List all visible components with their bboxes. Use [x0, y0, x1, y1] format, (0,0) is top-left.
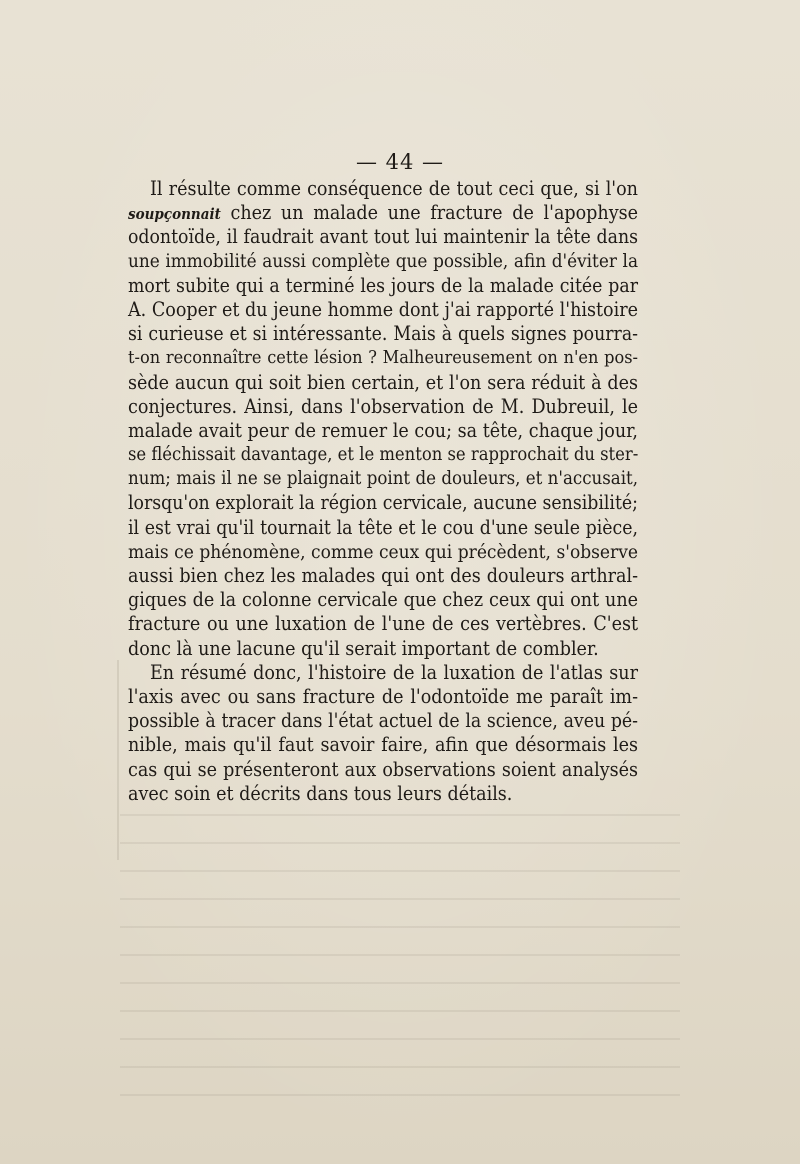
margin-shadow [117, 660, 119, 860]
text-line: cas qui se présenteront aux observations soient analysés [128, 757, 638, 781]
text-line: se fléchissait davantage, et le menton se rapprochait du ster- [128, 444, 639, 466]
text-line: sède aucun qui soit bien certain, et l'on sera réduit à des [128, 370, 638, 394]
text-line: donc là une lacune qu'il serait important de combler. [128, 636, 599, 660]
text-line [128, 201, 638, 225]
text-line: nible, mais qu'il faut savoir faire, afin que désormais les [128, 733, 638, 757]
text-line: aussi bien chez les malades qui ont des douleurs arthral- [128, 564, 638, 587]
text-line: une immobilité aussi complète que possible, afin d'éviter la [128, 250, 638, 272]
text-line: avec soin et décrits dans tous leurs détails. [128, 781, 513, 805]
text-line: lorsqu'on explorait la région cervicale, aucune sensibilité; [128, 491, 638, 515]
text-line-rest: chez un malade une fracture de l'apophyse [220, 201, 638, 225]
text-line: mais ce phénomène, comme ceux qui précèdent, s'observe [128, 540, 638, 563]
text-line: si curieuse et si intéressante. Mais à quels signes pourra- [128, 322, 638, 346]
text-line: En résumé donc, l'histoire de la luxation de l'atlas sur [150, 660, 638, 684]
text-line: mort subite qui a terminé les jours de la malade citée par [128, 273, 638, 297]
text-line: giques de la colonne cervicale que chez ceux qui ont une [128, 588, 638, 612]
text-line: A. Cooper et du jeune homme dont j'ai rapporté l'histoire [128, 297, 638, 321]
text-line: t-on reconnaître cette lésion ? Malheureusement on n'en pos- [128, 347, 638, 369]
body-text [128, 177, 638, 806]
text-line: fracture ou une luxation de l'une de ces vertèbres. C'est [128, 612, 638, 636]
text-line: Il résulte comme conséquence de tout ceci que, si l'on [150, 177, 638, 200]
text-line: il est vrai qu'il tournait la tête et le cou d'une seule pièce, [128, 515, 638, 539]
text-line: odontoïde, il faudrait avant tout lui maintenir la tête dans [128, 225, 638, 249]
page-number: — 44 — [355, 150, 445, 174]
bleed-through-texture [120, 800, 680, 1100]
text-line: num; mais il ne se plaignait point de douleurs, et n'accusait, [128, 468, 638, 490]
text-line: l'axis avec ou sans fracture de l'odontoïde me paraît im- [128, 684, 638, 708]
italic-word: soupçonnait [128, 205, 221, 224]
text-line: conjectures. Ainsi, dans l'observation de M. Dubreuil, le [128, 394, 638, 418]
text-line: malade avait peur de remuer le cou; sa tête, chaque jour, [128, 418, 638, 442]
text-line: possible à tracer dans l'état actuel de la science, aveu pé- [128, 709, 638, 733]
